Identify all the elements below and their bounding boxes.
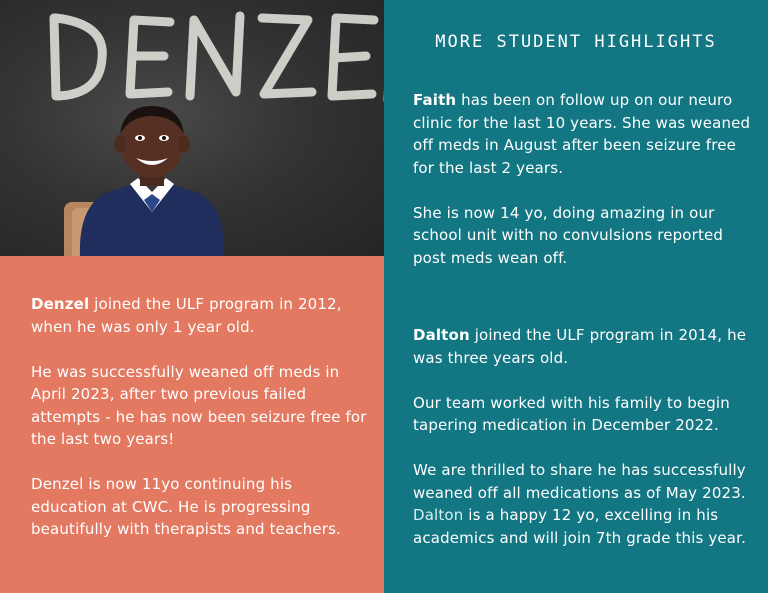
faith-paragraph-1	[413, 89, 753, 179]
dalton-paragraph-4-text: is a happy 12 yo, excelling in his academics and will join 7th grade this year.	[413, 506, 746, 547]
section-heading: MORE STUDENT HIGHLIGHTS	[435, 32, 717, 52]
denzel-paragraph-1-text: joined the ULF program in 2012, when he was only 1 year old.	[31, 295, 342, 336]
denzel-paragraph-3: Denzel is now 11yo continuing his education at CWC. He is progressing beautifully with therapists and teachers.	[31, 475, 341, 538]
denzel-paragraph-2: He was successfully weaned off meds in April 2023, after two previous failed attempts - he has now been seizure free for the last two years!	[31, 362, 367, 448]
dalton-paragraph-1	[413, 324, 753, 369]
student-photo	[0, 0, 384, 256]
dalton-paragraph-3-text: We are thrilled to share he has successfully weaned off all medications as of May 2023.	[413, 461, 746, 502]
denzel-story	[31, 293, 371, 541]
chalkboard-lettering	[40, 0, 384, 120]
dalton-paragraph-2: Our team worked with his family to begin tapering medication in December 2022.	[413, 393, 730, 434]
denzel-paragraph-1	[31, 293, 371, 338]
denzel-name: Denzel	[31, 295, 90, 313]
faith-paragraph-2: She is now 14 yo, doing amazing in our school unit with no convulsions reported post meds wean off.	[413, 203, 724, 267]
dalton-story	[413, 324, 753, 549]
child-figure	[74, 104, 230, 256]
faith-paragraph-1-text: has been on follow up on our neuro clinic for the last 10 years. She was weaned off meds in August after been seizure free for the last 2 years.	[413, 91, 751, 177]
dalton-name-inline: Dalton	[413, 506, 464, 524]
faith-story	[413, 89, 753, 269]
faith-name: Faith	[413, 91, 457, 109]
dalton-paragraph-1-text: joined the ULF program in 2014, he was three years old.	[413, 326, 747, 367]
dalton-paragraph-3	[413, 459, 753, 549]
dalton-name: Dalton	[413, 326, 470, 344]
